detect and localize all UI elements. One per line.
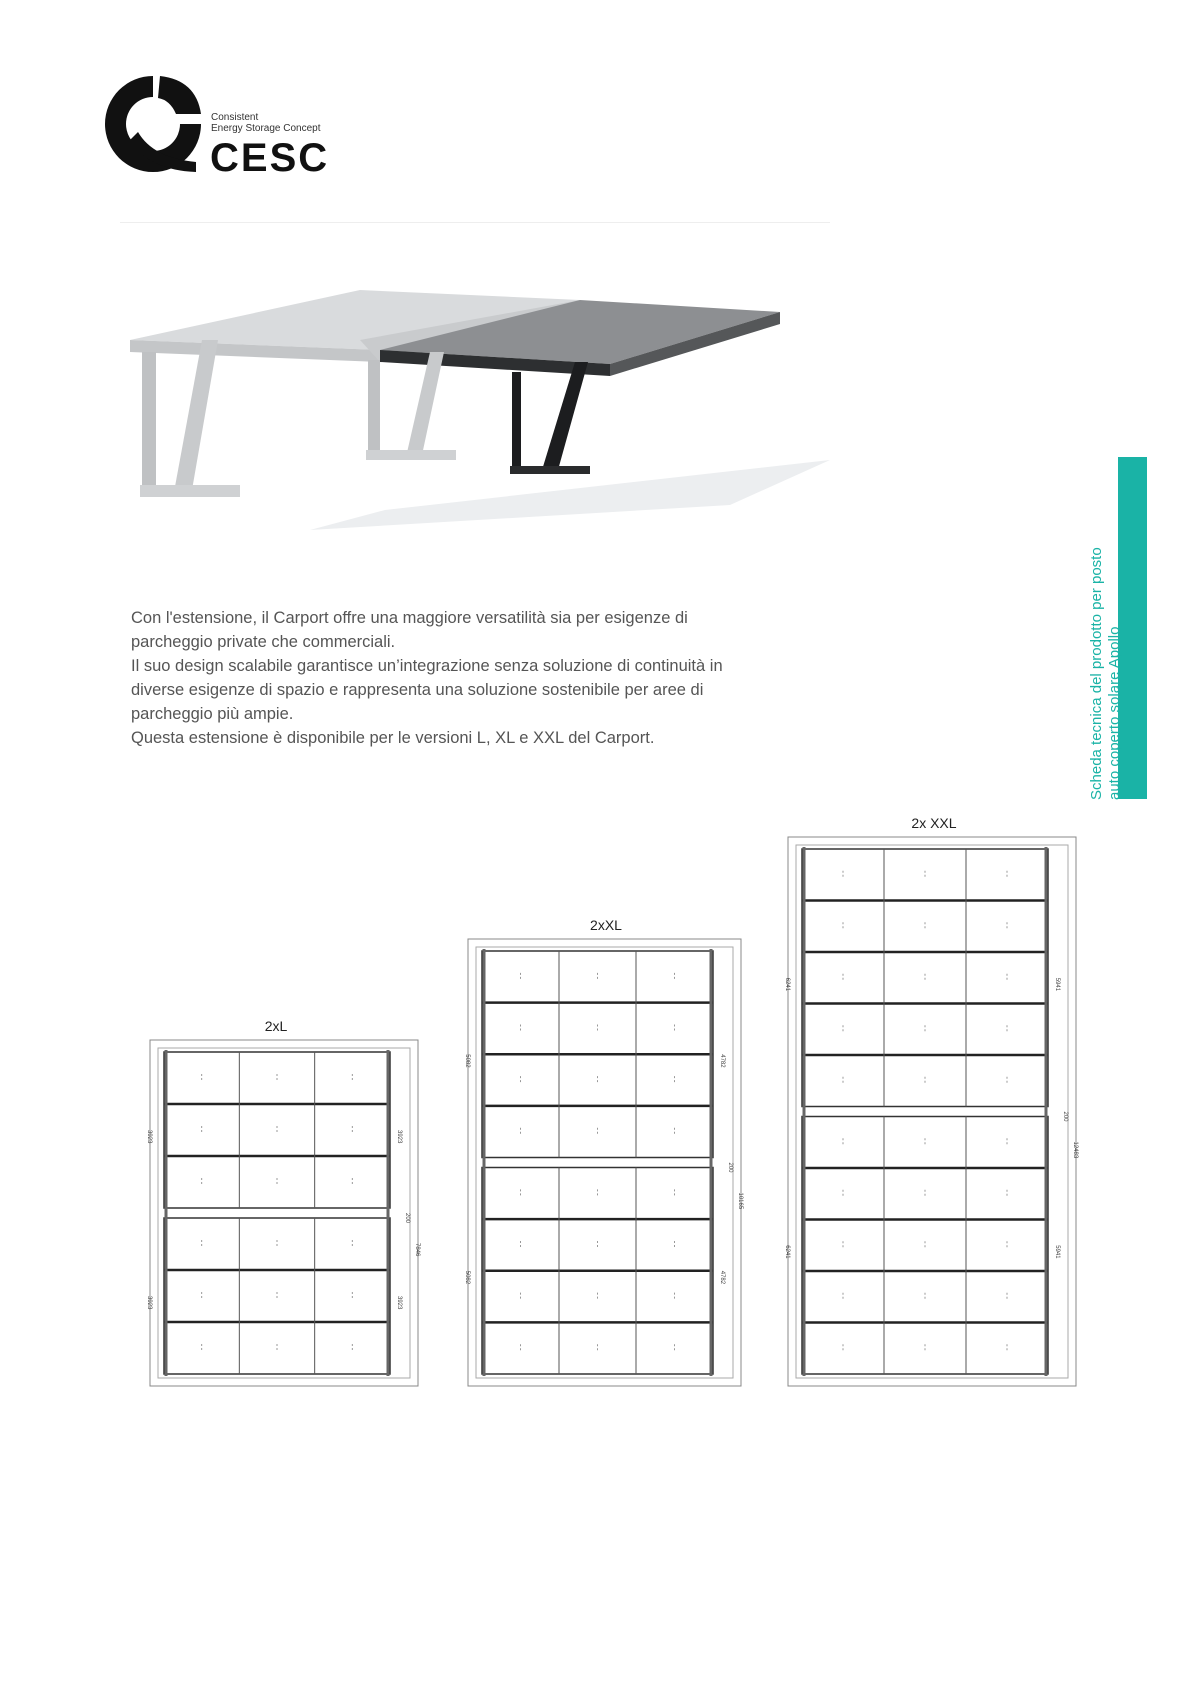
logo-tagline-line2: Energy Storage Concept xyxy=(211,123,321,134)
cesc-logo-mark-icon xyxy=(98,70,208,180)
plan-dimension-label: 7846 xyxy=(414,1243,420,1257)
plan-dimension-label: 6241 xyxy=(784,977,790,992)
plan-2xxl xyxy=(464,917,749,1390)
plan-dimension-label: 200 xyxy=(1062,1111,1068,1122)
plan-2xxxl xyxy=(784,815,1084,1390)
plan-dimension-label: 200 xyxy=(727,1162,733,1173)
plan-2xxxl-title: 2x XXL xyxy=(911,815,957,831)
plan-2xxxl-drawing xyxy=(784,815,1084,1390)
product-description xyxy=(131,606,751,750)
cesc-logo xyxy=(98,70,338,180)
carport-extension-illustration xyxy=(130,280,830,540)
plan-dimension-label: 5941 xyxy=(1054,977,1060,992)
plan-2xxl-title: 2xXL xyxy=(590,917,622,933)
side-tab-line2: auto coperto solare Apollo xyxy=(1106,626,1123,800)
plan-dimension-label: 3923 xyxy=(146,1296,152,1310)
plan-dimension-label: 12483 xyxy=(1072,1141,1078,1159)
plan-dimension-label: 4782 xyxy=(719,1054,725,1068)
plan-dimension-label: 6241 xyxy=(784,1245,790,1259)
description-paragraph-1: Con l'estensione, il Carport offre una maggiore versatilità sia per esigenze di parcheggio private che commerciali. xyxy=(131,609,688,651)
side-tab-label xyxy=(1088,540,1148,800)
side-tab-line1: Scheda tecnica del prodotto per posto xyxy=(1088,547,1105,800)
plan-2xxl-drawing xyxy=(464,917,749,1390)
plan-2xl-drawing xyxy=(146,1018,426,1390)
plan-dimension-label: 10165 xyxy=(737,1192,743,1210)
plan-2xl-title: 2xL xyxy=(264,1018,288,1034)
header-divider xyxy=(120,222,830,223)
plan-dimension-label: 3923 xyxy=(396,1296,402,1310)
description-paragraph-3: Questa estensione è disponibile per le versioni L, XL e XXL del Carport. xyxy=(131,729,655,747)
plan-dimension-label: 3923 xyxy=(396,1130,402,1144)
logo-tagline xyxy=(211,112,321,134)
plan-dimension-label: 5082 xyxy=(464,1270,470,1285)
plan-2xl xyxy=(146,1018,426,1390)
plan-dimension-label: 4782 xyxy=(719,1270,725,1285)
logo-wordmark: CESC xyxy=(210,136,330,180)
plan-dimension-label: 5941 xyxy=(1054,1245,1060,1259)
logo-tagline-line1: Consistent xyxy=(211,112,259,123)
description-paragraph-2: Il suo design scalabile garantisce un’integrazione senza soluzione di continuità in diverse esigenze di spazio e rappresenta una soluzione sostenibile per aree di parcheggio più ampie. xyxy=(131,657,723,723)
plan-dimension-label: 3923 xyxy=(146,1130,152,1144)
plan-dimension-label: 200 xyxy=(404,1213,410,1224)
plan-dimension-label: 5082 xyxy=(464,1054,470,1068)
